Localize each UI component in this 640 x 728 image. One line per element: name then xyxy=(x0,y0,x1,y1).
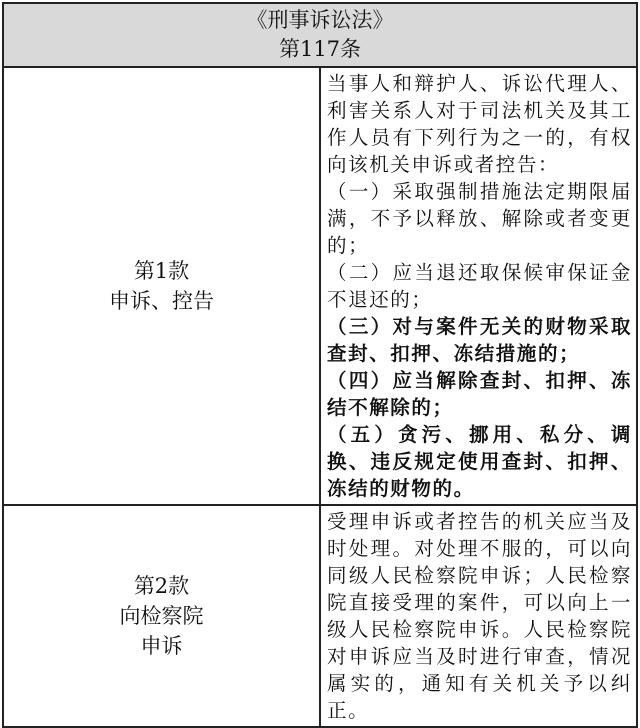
clause-content-cell-1 xyxy=(320,67,637,505)
table-header-cell xyxy=(3,3,637,67)
law-article-table xyxy=(2,2,638,728)
clause-row-2 xyxy=(3,505,637,727)
clause-topic: 向检察院 xyxy=(119,604,204,628)
clause-item-4: （四）应当解除查封、扣押、冻结不解除的； xyxy=(327,369,632,419)
clause-intro-paragraph: 当事人和辩护人、诉讼代理人、利害关系人对于司法机关及其工作人员有下列行为之一的，有权向该机关申诉或者控告： xyxy=(327,72,632,176)
article-number: 第117条 xyxy=(278,37,362,61)
clause-number: 第2款 xyxy=(133,574,190,598)
clause-content-cell-2 xyxy=(320,505,637,727)
clause-number: 第1款 xyxy=(133,259,190,283)
table-header-row xyxy=(3,3,637,67)
clause-row-1 xyxy=(3,67,637,505)
clause-item-3: （三）对与案件无关的财物采取查封、扣押、冻结措施的； xyxy=(327,315,632,365)
clause-label-cell-1 xyxy=(3,67,320,505)
clause-item-1: （一）采取强制措施法定期限届满，不予以释放、解除或者变更的； xyxy=(327,180,632,257)
clause-item-5: （五）贪污、挪用、私分、调换、违反规定使用查封、扣押、冻结的财物的。 xyxy=(327,423,632,500)
clause-paragraph: 受理申诉或者控告的机关应当及时处理。对处理不服的，可以向同级人民检察院申诉；人民检察院直接受理的案件，可以向上一级人民检察院申诉。人民检察院对申诉应当及时进行审查，情况属实的，通知有关机关予以纠正。 xyxy=(327,510,632,722)
clause-topic-continued: 申诉 xyxy=(140,634,183,658)
law-title: 《刑事诉讼法》 xyxy=(246,8,394,32)
clause-topic: 申诉、控告 xyxy=(109,289,214,313)
clause-item-2: （二）应当退还取保候审保证金不退还的； xyxy=(327,261,632,311)
clause-label-cell-2 xyxy=(3,505,320,727)
